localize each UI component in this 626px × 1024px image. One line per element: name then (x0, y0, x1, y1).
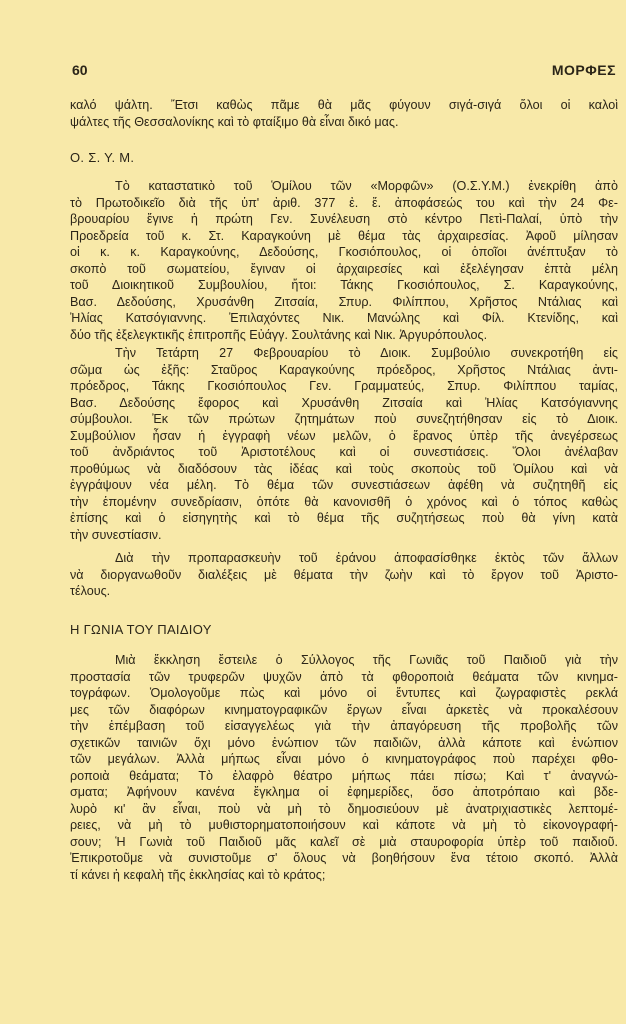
text-line: Τὴν Τετάρτη 27 Φεβρουαρίου τὸ Διοικ. Συμβούλιο συνεκροτήθη εἰς (115, 346, 618, 360)
text-line: τέλους. (70, 584, 111, 598)
text-line: μες τῶν διαφόρων κινηματογραφικῶν ἔργων εἶναι ἀρκετὲς νὰ προκαλέσουν (70, 702, 618, 717)
text-line: ροποιὰ θεάματα; Τὸ ἐλαφρὸ θέατρο μήπως πάει πίσω; Καὶ τ' ἀναγνώ- (70, 768, 618, 783)
text-line: σχετικῶν ταινιῶν ὄχι μόνο ἐνώπιον τῶν παιδιῶν, ἀλλὰ κάποτε καὶ ἐνώπιον (70, 735, 618, 750)
text-line: Προεδρεία τοῦ κ. Στ. Καραγκούνη μὲ θέμα τὰς ἀρχαιρεσίας. Ἀφοῦ μίλησαν (70, 228, 618, 243)
text-line: προθύμως νὰ διαδόσουν τὰς ἰδέας καὶ τοὺς σκοποὺς τοῦ Ὁμίλου καὶ νὰ (70, 461, 618, 476)
text-line: ἐπίσης καὶ ὁ εἰσηγητὴς καὶ τὸ θέμα τῆς συζητήσεως ποὺ θὰ γίνη κατὰ (70, 511, 618, 525)
text-line: προστασία τῶν τρυφερῶν ψυχῶν ἀπὸ τὰ φθοροποιὰ θεάματα τῶν κινημα- (70, 669, 618, 684)
text-line: τί κάνει ἡ κεφαλὴ τῆς ἐκκλησίας καὶ τὸ κράτος; (70, 867, 326, 882)
osym-paragraph-1 (70, 178, 618, 343)
text-line: σματα; Ἀφήνουν κανένα ἔγκλημα οἱ ἐφημερίδες, ὅσο ἀποτρόπαιο καὶ βδε- (70, 785, 618, 799)
child-corner-paragraph (70, 652, 618, 883)
text-line: οἱ κ. κ. Καραγκούνης, Δεδούσης, Γκοσιόπουλος, οἱ ὁποῖοι ἀνέπτυξαν τὸ (70, 245, 618, 259)
text-line: βρουαρίου ἔγινε ἡ πρώτη Γεν. Συνέλευση στὸ κέντρο Πετὶ-Παλαί, ὑπὸ τὴν (70, 212, 618, 226)
text-line: Συμβούλιον ἦσαν ἡ ἐγγραφὴ νέων μελῶν, ὁ ἔρανος ὑπὲρ τῆς ἀνεγέρσεως (70, 428, 618, 443)
text-line: τὴν ἑπομένην συνεδρίασιν, ὁπότε θὰ κανονισθῆ ὁ χρόνος καὶ ὁ τόπος καθὼς (70, 494, 618, 509)
text-line: σκοπὸ τοῦ σωματείου, ἔγιναν οἱ ἀρχαιρεσίες καὶ ἐξελέγησαν ἑπτὰ μέλη (70, 261, 618, 276)
osym-paragraph-3 (70, 550, 618, 600)
text-line: ρειες, νὰ μὴ τὸ μυθιστορηματοποιήσουν καὶ κάποτε νὰ μὴ τὸ εἰκονογραφή- (70, 818, 618, 832)
section-heading-osym: Ο. Σ. Υ. Μ. (70, 150, 135, 165)
text-line: πρόεδρος, Τάκης Γκοσιόπουλος Γεν. Γραμματεύς, Σπυρ. Φιλίππου ταμίας, (70, 379, 618, 393)
text-line: τὴν συνεστίασιν. (70, 527, 162, 542)
text-line: τοῦ ἀνδριάντος τοῦ Ἀριστοτέλους καὶ οἱ συνεστιάσεις. Ὅλοι ἀνέλαβαν (70, 445, 618, 459)
text-line: τῶν μεγάλων. Ἀλλὰ μήπως εἶναι μόνο ὁ κινηματογράφος ποὺ παρέχει φθο- (70, 752, 618, 766)
text-line: Βασ. Δεδούσης, Χρυσάνθη Ζιτσαία, Σπυρ. Φιλίππου, Χρῆστος Ντάλιας καὶ (70, 294, 618, 309)
text-line: Τὸ καταστατικὸ τοῦ Ὁμίλου τῶν «Μορφῶν» (Ο.Σ.Υ.Μ.) ἐνεκρίθη ἀπὸ (115, 179, 618, 193)
osym-paragraph-2 (70, 345, 618, 543)
text-line: σῶμα ὡς ἑξῆς: Σταῦρος Καραγκούνης πρόεδρος, Χρῆστος Ντάλιας ἀντι- (70, 362, 618, 377)
text-line: ψάλτες τῆς Θεσσαλονίκης καὶ τὸ φταίξιμο θὰ εἶναι δικό μας. (70, 114, 399, 129)
page-number: 60 (72, 62, 88, 78)
running-title: ΜΟΡΦΕΣ (551, 62, 616, 78)
text-line: δύο τῆς ἐξελεγκτικῆς ἐπιτροπῆς Εὐάγγ. Σουλτάνης καὶ Νικ. Ἀργυρόπουλος. (70, 327, 488, 342)
text-line: τοῦ Διοικητικοῦ Συμβουλίου, ἤτοι: Τάκης Γκοσιόπουλος, Σ. Καραγκούνης, (70, 278, 618, 292)
text-line: σύμβουλοι. Ἐκ τῶν πρώτων ζητημάτων ποὺ συνεζητήθησαν εἰς τὸ Διοικ. (70, 412, 618, 426)
text-line: λυρὸ κι' ἂν εἶναι, ποὺ νὰ μὴ τὸ δημοσιεύουν μὲ ἀνατριχιαστικὲς λεπτομέ- (70, 801, 618, 816)
text-line: τὴν ἐπέμβαση τοῦ εἰσαγγελέως γιὰ τὴν ἀπαγόρευση τῆς προβολῆς τῶν (70, 719, 618, 733)
text-line: ἐγγράψουν νέα μέλη. Τὸ θέμα τῶν συνεστιάσεων ἀφέθη νὰ συζητηθῆ εἰς (70, 478, 618, 492)
text-line: Ἠλίας Κατσόγιαννης. Ἐπιλαχόντες Νικ. Μανώλης καὶ Φίλ. Κτενίδης, καὶ (70, 311, 618, 325)
text-line: νὰ διοργανωθοῦν διαλέξεις μὲ θέματα τὴν ζωὴν καὶ τὸ ἔργον τοῦ Ἀριστο- (70, 567, 618, 582)
text-line: Ἐπικροτοῦμε νὰ συνιστοῦμε σ' ὅλους νὰ βοηθήσουν ἕνα τέτοιο σκοπό. Ἀλλὰ (70, 851, 618, 865)
text-line: Διὰ τὴν προπαρασκευὴν τοῦ ἐράνου ἀποφασίσθηκε ἐκτὸς τῶν ἄλλων (115, 551, 618, 565)
text-line: καλό ψάλτη. Ἔτσι καθὼς πᾶμε θὰ μᾶς φύγουν σιγά-σιγά ὅλοι οἱ καλοὶ (70, 98, 618, 112)
intro-paragraph (70, 97, 618, 130)
text-line: Μιὰ ἔκκληση ἔστειλε ὁ Σύλλογος τῆς Γωνιᾶς τοῦ Παιδιοῦ γιὰ τὴν (115, 653, 618, 667)
text-line: τὸ Πρωτοδικεῖο διὰ τῆς ὑπ' ἀριθ. 377 ἐ. ἔ. ἀποφάσεώς του καὶ τὴν 24 Φε- (70, 195, 618, 210)
text-line: σουν; Ἡ Γωνιὰ τοῦ Παιδιοῦ μᾶς καλεῖ σὲ μιὰ σταυροφορία ὑπὲρ τοῦ παιδιοῦ. (70, 834, 618, 849)
text-line: τογράφων. Ὁμολογοῦμε πὼς καὶ μόνο οἱ ἔντυπες καὶ ζωγραφιστὲς ρεκλά (70, 686, 618, 700)
text-line: Βασ. Δεδούσης ἔφορος καὶ Χρυσάνθη Ζιτσαία καὶ Ἠλίας Κατσόγιαννης (70, 395, 618, 410)
section-heading-child-corner: Η ΓΩΝΙΑ ΤΟΥ ΠΑΙΔΙΟΥ (70, 622, 212, 637)
